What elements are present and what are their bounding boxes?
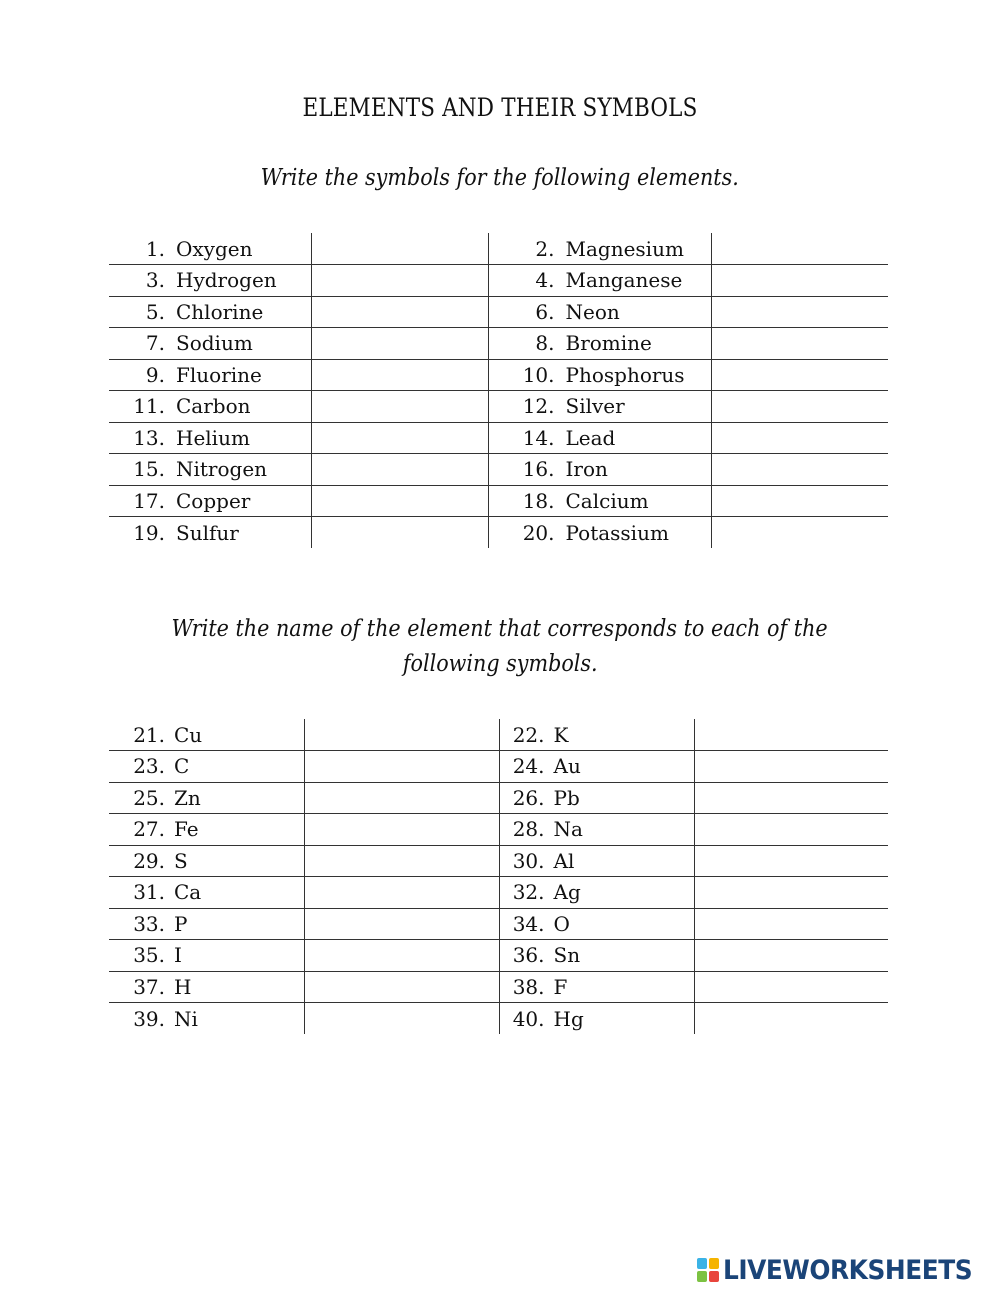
item-number: 30.: [512, 848, 545, 873]
table-row: [109, 971, 888, 1003]
table-row: [109, 359, 888, 391]
element-name-item-label: [488, 359, 711, 391]
item-number: 17.: [133, 488, 165, 513]
item-number: 33.: [133, 911, 165, 936]
item-number: 4.: [535, 268, 555, 293]
table-row: [109, 391, 888, 423]
answer-field[interactable]: [711, 265, 888, 297]
item-text: Magnesium: [565, 236, 684, 261]
item-text: K: [553, 722, 569, 747]
table-row: [109, 782, 888, 814]
item-text: Zn: [174, 785, 201, 810]
item-number: 40.: [512, 1006, 545, 1031]
element-symbol-item-label: [499, 782, 694, 814]
item-text: Helium: [176, 425, 250, 450]
answer-field[interactable]: [711, 391, 888, 423]
item-number: 13.: [133, 425, 165, 450]
item-text: P: [174, 911, 188, 936]
element-name-item-label: [109, 454, 311, 486]
element-symbol-item-label: [499, 908, 694, 940]
logo-square-4: [709, 1271, 719, 1282]
element-symbol-item-label: [109, 845, 304, 877]
item-text: Nitrogen: [176, 457, 268, 482]
table-row: [109, 422, 888, 454]
element-name-item-label: [488, 296, 711, 328]
item-number: 18.: [522, 488, 555, 513]
logo-square-2: [709, 1258, 719, 1269]
answer-field[interactable]: [304, 751, 499, 783]
item-text: Copper: [176, 488, 251, 513]
item-text: Hg: [553, 1006, 584, 1031]
table-row: [109, 908, 888, 940]
answer-field[interactable]: [711, 233, 888, 265]
symbols-table: [109, 233, 888, 548]
table-row: [109, 845, 888, 877]
element-symbol-item-label: [499, 814, 694, 846]
item-number: 6.: [535, 299, 555, 324]
item-number: 26.: [512, 785, 545, 810]
table-row: [109, 296, 888, 328]
table-row: [109, 517, 888, 549]
item-number: 5.: [145, 299, 165, 324]
answer-field[interactable]: [711, 454, 888, 486]
item-text: S: [174, 848, 188, 873]
answer-field[interactable]: [711, 359, 888, 391]
section1-instruction: Write the symbols for the following elements.: [260, 165, 740, 191]
answer-field[interactable]: [311, 391, 488, 423]
item-text: Lead: [565, 425, 616, 450]
answer-field[interactable]: [304, 782, 499, 814]
item-number: 29.: [133, 848, 165, 873]
answer-field[interactable]: [694, 971, 888, 1003]
answer-field[interactable]: [304, 845, 499, 877]
item-text: Ag: [553, 880, 581, 905]
answer-field[interactable]: [304, 814, 499, 846]
item-number: 27.: [133, 817, 165, 842]
element-name-item-label: [488, 485, 711, 517]
answer-field[interactable]: [711, 296, 888, 328]
liveworksheets-logo: [697, 1255, 994, 1285]
element-symbol-item-label: [109, 719, 304, 751]
element-symbol-item-label: [109, 782, 304, 814]
item-number: 35.: [133, 943, 165, 968]
element-name-item-label: [488, 454, 711, 486]
item-number: 1.: [145, 236, 165, 261]
answer-field[interactable]: [711, 485, 888, 517]
answer-field[interactable]: [711, 328, 888, 360]
item-number: 36.: [512, 943, 545, 968]
item-number: 2.: [535, 236, 555, 261]
element-symbol-item-label: [499, 971, 694, 1003]
element-name-item-label: [109, 265, 311, 297]
item-number: 3.: [145, 268, 165, 293]
answer-field[interactable]: [304, 971, 499, 1003]
answer-field[interactable]: [311, 265, 488, 297]
worksheet-title: ELEMENTS AND THEIR SYMBOLS: [302, 93, 698, 122]
answer-field[interactable]: [311, 296, 488, 328]
names-table: [109, 719, 888, 1034]
element-name-item-label: [109, 517, 311, 549]
element-name-item-label: [109, 485, 311, 517]
element-name-item-label: [488, 517, 711, 549]
item-number: 37.: [133, 974, 165, 999]
answer-field[interactable]: [694, 908, 888, 940]
answer-field[interactable]: [711, 422, 888, 454]
item-number: 16.: [522, 457, 555, 482]
item-text: F: [553, 974, 568, 999]
item-text: Manganese: [565, 268, 683, 293]
item-number: 39.: [133, 1006, 165, 1031]
item-number: 38.: [512, 974, 545, 999]
element-name-item-label: [109, 328, 311, 360]
item-number: 34.: [512, 911, 545, 936]
item-text: Chlorine: [176, 299, 264, 324]
logo-square-3: [697, 1271, 707, 1282]
answer-field[interactable]: [311, 517, 488, 549]
answer-field[interactable]: [694, 877, 888, 909]
item-text: H: [174, 974, 192, 999]
item-text: Sodium: [176, 331, 253, 356]
item-text: Oxygen: [176, 236, 253, 261]
item-text: O: [553, 911, 570, 936]
item-number: 7.: [145, 331, 165, 356]
answer-field[interactable]: [694, 1003, 888, 1035]
element-symbol-item-label: [499, 940, 694, 972]
element-name-item-label: [488, 328, 711, 360]
table-row: [109, 485, 888, 517]
item-text: Fe: [174, 817, 199, 842]
answer-field[interactable]: [694, 719, 888, 751]
answer-field[interactable]: [311, 454, 488, 486]
item-text: C: [174, 754, 190, 779]
answer-field[interactable]: [311, 233, 488, 265]
item-text: Ca: [174, 880, 202, 905]
answer-field[interactable]: [311, 359, 488, 391]
table-row: [109, 940, 888, 972]
item-text: Calcium: [565, 488, 649, 513]
element-name-item-label: [109, 296, 311, 328]
element-symbol-item-label: [109, 877, 304, 909]
item-number: 23.: [133, 754, 165, 779]
table-row: [109, 719, 888, 751]
item-number: 11.: [133, 394, 165, 419]
element-name-item-label: [109, 391, 311, 423]
item-number: 12.: [522, 394, 555, 419]
item-text: Carbon: [176, 394, 251, 419]
table-row: [109, 454, 888, 486]
item-number: 8.: [535, 331, 555, 356]
table-row: [109, 877, 888, 909]
item-text: Hydrogen: [176, 268, 277, 293]
element-symbol-item-label: [109, 971, 304, 1003]
element-symbol-item-label: [109, 1003, 304, 1035]
element-name-item-label: [109, 233, 311, 265]
item-text: Bromine: [565, 331, 652, 356]
element-symbol-item-label: [499, 751, 694, 783]
item-text: Potassium: [565, 520, 669, 545]
item-text: Iron: [565, 457, 608, 482]
table-row: [109, 751, 888, 783]
element-symbol-item-label: [499, 719, 694, 751]
element-symbol-item-label: [499, 845, 694, 877]
table-row: [109, 1003, 888, 1035]
item-number: 20.: [522, 520, 555, 545]
answer-field[interactable]: [304, 1003, 499, 1035]
element-symbol-item-label: [109, 908, 304, 940]
item-text: Cu: [174, 722, 203, 747]
answer-field[interactable]: [694, 845, 888, 877]
table-row: [109, 328, 888, 360]
answer-field[interactable]: [311, 422, 488, 454]
element-symbol-item-label: [499, 1003, 694, 1035]
item-text: Fluorine: [176, 362, 262, 387]
element-name-item-label: [488, 265, 711, 297]
answer-field[interactable]: [694, 814, 888, 846]
element-name-item-label: [488, 391, 711, 423]
item-number: 31.: [133, 880, 165, 905]
item-text: Sn: [553, 943, 581, 968]
item-text: I: [174, 943, 182, 968]
answer-field[interactable]: [694, 751, 888, 783]
answer-field[interactable]: [304, 719, 499, 751]
table-row: [109, 233, 888, 265]
item-text: Neon: [565, 299, 620, 324]
table-row: [109, 265, 888, 297]
element-symbol-item-label: [109, 940, 304, 972]
item-text: Ni: [174, 1006, 198, 1031]
item-number: 15.: [133, 457, 165, 482]
element-symbol-item-label: [109, 751, 304, 783]
element-name-item-label: [109, 359, 311, 391]
item-text: Au: [553, 754, 581, 779]
item-number: 24.: [512, 754, 545, 779]
answer-field[interactable]: [304, 940, 499, 972]
item-number: 9.: [145, 362, 165, 387]
table-row: [109, 814, 888, 846]
answer-field[interactable]: [311, 328, 488, 360]
item-number: 22.: [512, 722, 545, 747]
element-name-item-label: [109, 422, 311, 454]
item-number: 14.: [522, 425, 555, 450]
item-text: Silver: [565, 394, 625, 419]
item-number: 21.: [133, 722, 165, 747]
item-text: Al: [553, 848, 575, 873]
element-symbol-item-label: [499, 877, 694, 909]
item-number: 25.: [133, 785, 165, 810]
answer-field[interactable]: [311, 485, 488, 517]
answer-field[interactable]: [711, 517, 888, 549]
logo-square-1: [697, 1258, 707, 1269]
item-text: Pb: [553, 785, 580, 810]
answer-field[interactable]: [694, 940, 888, 972]
item-text: Na: [553, 817, 583, 842]
logo-text: LIVEWORKSHEETS: [723, 1254, 973, 1286]
element-symbol-item-label: [109, 814, 304, 846]
element-name-item-label: [488, 422, 711, 454]
liveworksheets-logo-icon: [697, 1258, 719, 1282]
answer-field[interactable]: [694, 782, 888, 814]
item-number: 10.: [522, 362, 555, 387]
item-number: 32.: [512, 880, 545, 905]
item-number: 19.: [133, 520, 165, 545]
section2-instruction: Write the name of the element that corresponds to each of the following symbols.: [171, 616, 829, 677]
item-text: Sulfur: [176, 520, 239, 545]
element-name-item-label: [488, 233, 711, 265]
item-number: 28.: [512, 817, 545, 842]
answer-field[interactable]: [304, 877, 499, 909]
answer-field[interactable]: [304, 908, 499, 940]
item-text: Phosphorus: [565, 362, 685, 387]
